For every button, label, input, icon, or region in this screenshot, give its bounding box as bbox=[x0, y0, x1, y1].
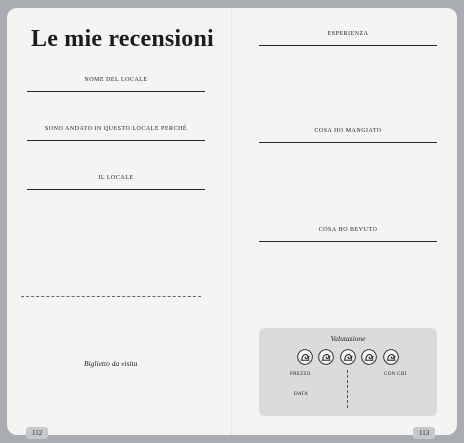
field-nome-del-locale bbox=[27, 77, 205, 92]
snail-icon[interactable] bbox=[297, 349, 313, 365]
snail-icon[interactable] bbox=[340, 349, 356, 365]
snail-icon[interactable] bbox=[318, 349, 334, 365]
price-label: PREZZO bbox=[290, 372, 311, 377]
field-line[interactable] bbox=[27, 91, 205, 92]
field-label: COSA HO MANGIATO bbox=[314, 128, 382, 134]
date-label: DATA bbox=[294, 392, 309, 397]
field-line[interactable] bbox=[259, 241, 437, 242]
field-label: IL LOCALE bbox=[98, 175, 134, 181]
field-line[interactable] bbox=[259, 45, 437, 46]
page-title: Le mie recensioni bbox=[31, 26, 214, 52]
page-number-right: 113 bbox=[413, 427, 435, 439]
field-sono-andato bbox=[27, 126, 205, 141]
field-label: ESPERIENZA bbox=[327, 31, 369, 37]
with-whom-label: CON CHI bbox=[384, 372, 407, 377]
field-line[interactable] bbox=[259, 142, 437, 143]
field-cosa-ho-bevuto bbox=[259, 227, 437, 242]
business-card-label: Biglietto da visita bbox=[84, 359, 138, 368]
field-label: SONO ANDATO IN QUESTO LOCALE PERCHÉ bbox=[44, 126, 188, 132]
rating-title: Valutazione bbox=[330, 334, 366, 343]
field-label: COSA HO BEVUTO bbox=[318, 227, 378, 233]
field-cosa-ho-mangiato bbox=[259, 128, 437, 143]
snail-icon[interactable] bbox=[383, 349, 399, 365]
field-il-locale bbox=[27, 175, 205, 190]
rating-box bbox=[259, 328, 437, 416]
business-card-cut-line bbox=[21, 296, 201, 297]
field-line[interactable] bbox=[27, 140, 205, 141]
field-label: NOME DEL LOCALE bbox=[84, 77, 148, 83]
page-number-left: 112 bbox=[26, 427, 48, 439]
snail-icon[interactable] bbox=[361, 349, 377, 365]
rating-separator bbox=[347, 370, 348, 408]
page-gutter bbox=[231, 8, 232, 435]
field-esperienza bbox=[259, 31, 437, 46]
field-line[interactable] bbox=[27, 189, 205, 190]
